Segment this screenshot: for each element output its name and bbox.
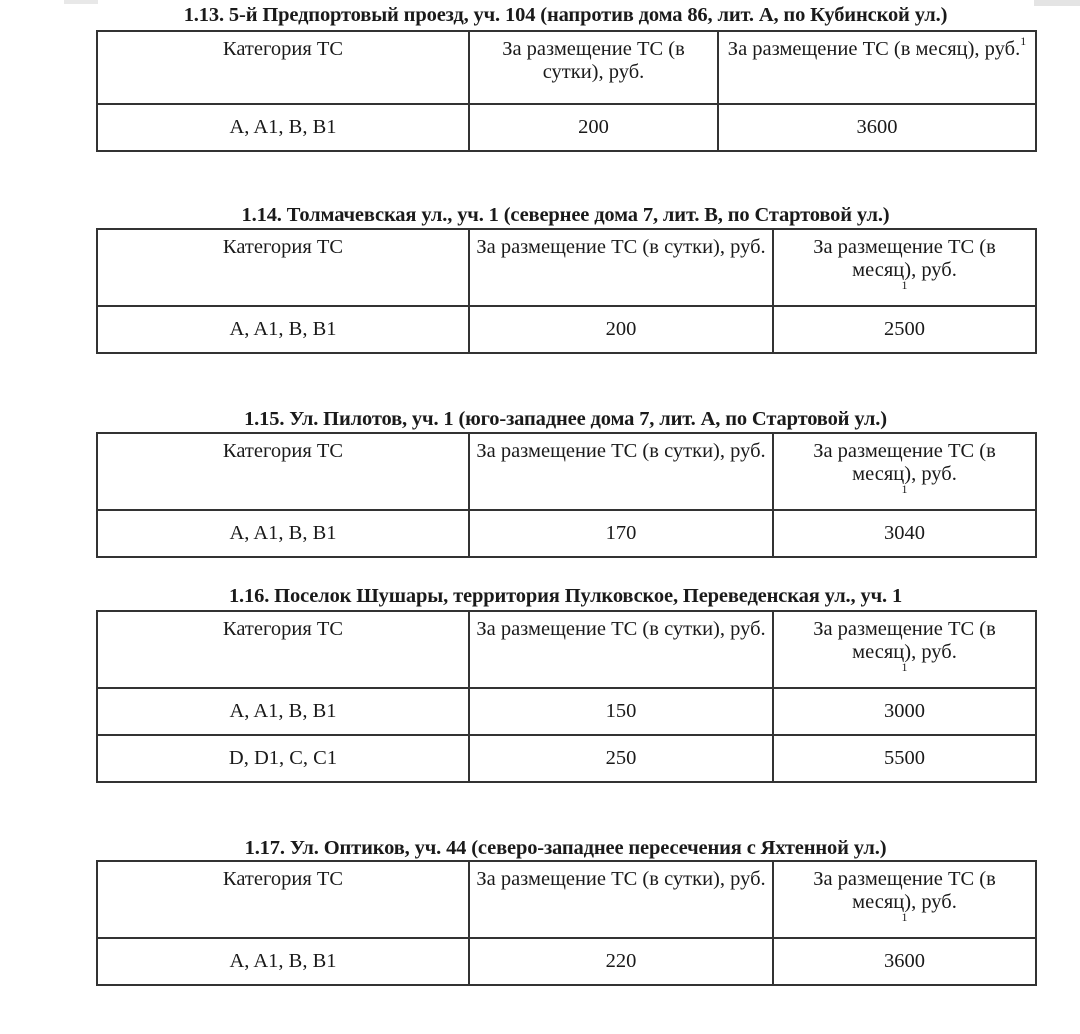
header-category: Категория ТС — [97, 229, 469, 306]
cell-per-month: 2500 — [773, 306, 1036, 353]
header-per-day: За размещение ТС (в сутки), руб. — [469, 31, 718, 104]
tariff-table — [96, 30, 1037, 152]
cell-category: A, A1, B, B1 — [97, 306, 469, 353]
cell-category: A, A1, B, B1 — [97, 510, 469, 557]
header-per-day: За размещение ТС (в сутки), руб. — [469, 611, 773, 688]
cell-per-day: 220 — [469, 938, 773, 985]
table-row — [97, 735, 1036, 782]
header-per-month: За размещение ТС (в месяц), руб.$^1$ — [718, 31, 1036, 104]
table-row — [97, 510, 1036, 557]
header-per-day: За размещение ТС (в сутки), руб. — [469, 433, 773, 510]
table-row — [97, 938, 1036, 985]
tariff-table — [96, 228, 1037, 354]
section-heading: 1.14. Толмачевская ул., уч. 1 (севернее дома 7, лит. В, по Стартовой ул.) — [241, 204, 890, 226]
header-category: Категория ТС — [97, 861, 469, 938]
header-category: Категория ТС — [97, 433, 469, 510]
cell-per-day: 200 — [469, 306, 773, 353]
tariff-table — [96, 432, 1037, 558]
footnote-mark: 1 — [901, 660, 908, 675]
table-header-row — [97, 31, 1036, 104]
table-header-row — [97, 611, 1036, 688]
table-header-row — [97, 433, 1036, 510]
cell-per-day: 150 — [469, 688, 773, 735]
header-category: Категория ТС — [97, 611, 469, 688]
cell-per-month: 3600 — [773, 938, 1036, 985]
section-heading: 1.16. Поселок Шушары, территория Пулковское, Переведенская ул., уч. 1 — [228, 585, 903, 607]
cell-per-day: 200 — [469, 104, 718, 151]
table-header-row — [97, 229, 1036, 306]
cell-category: D, D1, C, C1 — [97, 735, 469, 782]
table-row — [97, 104, 1036, 151]
section-heading: 1.15. Ул. Пилотов, уч. 1 (юго-западнее дома 7, лит. А, по Стартовой ул.) — [244, 408, 887, 430]
footnote-mark: 1 — [901, 910, 908, 925]
footnote-mark: 1 — [901, 482, 908, 497]
header-per-month: За размещение ТС (в месяц), руб.$^1$ — [773, 611, 1036, 688]
table-header-row — [97, 861, 1036, 938]
header-category: Категория ТС — [97, 31, 469, 104]
cell-category: A, A1, B, B1 — [97, 938, 469, 985]
table-row — [97, 306, 1036, 353]
cell-per-month: 3040 — [773, 510, 1036, 557]
section-heading: 1.17. Ул. Оптиков, уч. 44 (северо-западнее пересечения с Яхтенной ул.) — [244, 837, 887, 859]
cell-per-day: 250 — [469, 735, 773, 782]
cell-per-month: 5500 — [773, 735, 1036, 782]
cell-category: A, A1, B, B1 — [97, 104, 469, 151]
header-per-month: За размещение ТС (в месяц), руб.$^1$ — [773, 433, 1036, 510]
cell-per-month: 3000 — [773, 688, 1036, 735]
tariff-table — [96, 860, 1037, 986]
cell-per-day: 170 — [469, 510, 773, 557]
header-per-month: За размещение ТС (в месяц), руб.$^1$ — [773, 861, 1036, 938]
cell-category: A, A1, B, B1 — [97, 688, 469, 735]
section-heading: 1.13. 5-й Предпортовый проезд, уч. 104 (напротив дома 86, лит. А, по Кубинской ул.) — [183, 4, 948, 26]
cell-per-month: 3600 — [718, 104, 1036, 151]
header-per-month: За размещение ТС (в месяц), руб.$^1$ — [773, 229, 1036, 306]
header-per-day: За размещение ТС (в сутки), руб. — [469, 229, 773, 306]
tariff-table — [96, 610, 1037, 783]
footnote-mark: 1 — [1020, 34, 1027, 49]
header-per-day: За размещение ТС (в сутки), руб. — [469, 861, 773, 938]
footnote-mark: 1 — [901, 278, 908, 293]
table-row — [97, 688, 1036, 735]
